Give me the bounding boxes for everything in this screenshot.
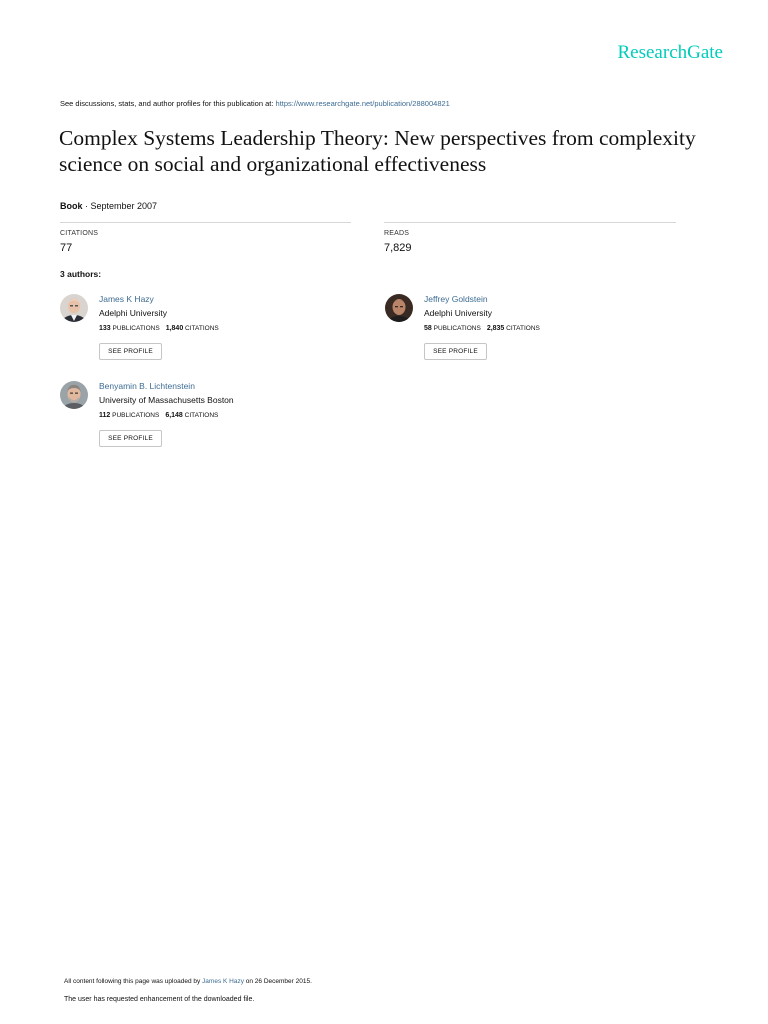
enhancement-note: The user has requested enhancement of the downloaded file.: [64, 996, 255, 1003]
reads-divider: [384, 222, 676, 223]
author-name-link[interactable]: James K Hazy: [99, 294, 154, 304]
publication-source-line: [60, 99, 450, 108]
see-profile-button[interactable]: SEE PROFILE: [99, 430, 162, 447]
reads-value: 7,829: [384, 242, 412, 254]
publications-label: PUBLICATIONS: [112, 325, 160, 332]
publication-date: · September 2007: [82, 201, 158, 211]
publication-title: Complex Systems Leadership Theory: New perspectives from complexity science on social and organizational effectiveness: [59, 126, 696, 176]
author-name-link[interactable]: Benyamin B. Lichtenstein: [99, 381, 195, 391]
see-discussions-text: See discussions, stats, and author profiles for this publication at:: [60, 99, 276, 108]
author-institution: Adelphi University: [99, 308, 168, 318]
citations-label: CITATIONS: [506, 325, 540, 332]
authors-heading: 3 authors:: [60, 269, 102, 279]
citations-label: CITATIONS: [60, 230, 99, 237]
citations-label: CITATIONS: [184, 412, 219, 419]
author-name-link[interactable]: Jeffrey Goldstein: [424, 294, 488, 304]
publications-count: 112: [99, 412, 111, 419]
citations-count: 1,840: [165, 325, 184, 332]
publications-label: PUBLICATIONS: [112, 412, 160, 419]
publication-type: Book: [60, 201, 83, 211]
upload-note-suffix: on 26 December 2015.: [243, 978, 312, 985]
upload-note-prefix: All content following this page was uploaded by: [64, 978, 203, 985]
publications-count: 58: [424, 325, 432, 332]
author-card: [385, 294, 685, 364]
see-profile-button[interactable]: SEE PROFILE: [99, 343, 162, 360]
author-stats: [424, 325, 540, 332]
citations-value: 77: [60, 242, 73, 254]
author-avatar[interactable]: [60, 381, 88, 409]
author-card: [60, 381, 360, 451]
reads-label: READS: [384, 230, 410, 237]
publications-count: 133: [99, 325, 111, 332]
publication-meta: [60, 201, 157, 211]
uploader-link[interactable]: James K Hazy: [202, 978, 244, 985]
researchgate-logo[interactable]: ResearchGate: [617, 42, 723, 63]
citations-count: 2,835: [486, 325, 505, 332]
author-institution: Adelphi University: [424, 308, 493, 318]
citations-divider: [60, 222, 351, 223]
author-avatar[interactable]: [385, 294, 413, 322]
see-profile-button[interactable]: SEE PROFILE: [424, 343, 487, 360]
citations-count: 6,148: [165, 412, 183, 419]
author-stats: [99, 412, 218, 419]
author-card: [60, 294, 360, 364]
publications-label: PUBLICATIONS: [433, 325, 481, 332]
publication-url-link[interactable]: https://www.researchgate.net/publication/288004821: [275, 99, 450, 108]
author-avatar[interactable]: [60, 294, 88, 322]
author-stats: [99, 325, 219, 332]
author-institution: University of Massachusetts Boston: [99, 395, 234, 405]
citations-label: CITATIONS: [185, 325, 219, 332]
upload-note: [64, 978, 312, 985]
